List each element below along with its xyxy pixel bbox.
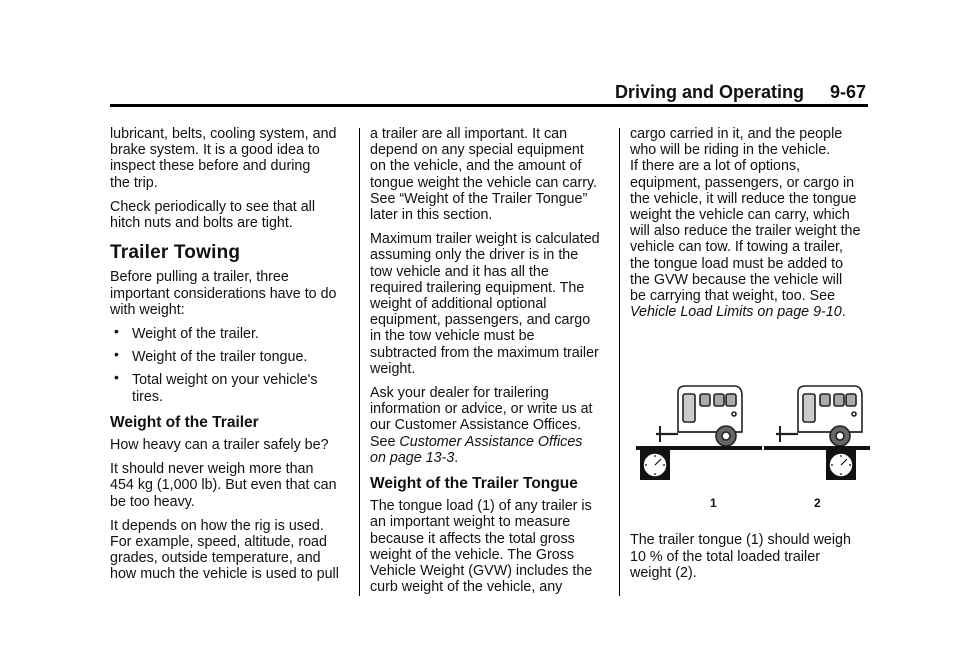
column-2 [370,126,610,603]
section-title: Driving and Operating [614,82,804,102]
bullet-list [110,326,350,405]
header-rule [110,104,868,107]
column-divider [619,128,620,596]
paragraph: a trailer are all important. It can depend on any special equipment on the vehicle, and the amount of tongue weight the vehicle can carry. See “Weight of the Trailer Tongue” later in this section. [370,126,598,224]
paragraph: Maximum trailer weight is calculated assuming only the driver is in the tow vehicle and it has all the required trailering equipment. The weight of additional optional equipment, passengers, and cargo in the tow vehicle must be subtracted from the maximum trailer weight. [370,231,600,377]
paragraph: The trailer tongue (1) should weigh 10 % of the total loaded trailer weight (2). [630,532,851,581]
subsection-heading: Weight of the Trailer [110,413,259,431]
column-1 [110,126,350,591]
paragraph: cargo carried in it, and the people who will be riding in the vehicle. If there are a lot of options, equipment, passengers, or cargo in the vehicle, it will reduce the tongue weight the vehicle can carry, which will also reduce the trailer weight the vehicle can tow. If towing a trailer, the tongue load must be added to the GVW because the vehicle will be carrying that weight, too. See Vehicle Load Limits on page 9-10. [630,126,861,321]
cross-reference-link[interactable]: Vehicle Load Limits on page 9-10 [630,304,842,321]
trailer-figure-2 [764,386,870,480]
subsection-heading: Weight of the Trailer Tongue [370,475,578,493]
paragraph: lubricant, belts, cooling system, and brake system. It is a good idea to inspect these before and during the trip. [110,126,337,191]
paragraph: Before pulling a trailer, three important considerations have to do with weight: [110,269,337,318]
list-item: • Total weight on your vehicle's tires. [110,372,350,404]
section-heading: Trailer Towing [110,242,241,264]
paragraph: It depends on how the rig is used. For example, speed, altitude, road grades, outside temperature, and how much the vehicle is used to pull [110,517,339,583]
cross-reference-link[interactable]: on page 13-3 [370,449,455,466]
paragraph: The tongue load (1) of any trailer is an important weight to measure because it affects the total gross weight of the vehicle. The Gross Vehicle Weight (GVW) includes the curb weight of the vehicle, any [370,498,593,596]
page-header [615,82,866,103]
paragraph: Check periodically to see that all hitch nuts and bolts are tight. [110,198,316,232]
list-item: • Weight of the trailer. [110,326,350,342]
paragraph: It should never weigh more than 454 kg (1,000 lb). But even that can be too heavy. [110,461,337,510]
trailer-scale-diagram [630,382,870,512]
paragraph: Ask your dealer for trailering information or advice, or write us at our Customer Assistance Offices. See Customer Assistance Offices on page 13-3. [370,385,593,466]
paragraph: How heavy can a trailer safely be? [110,437,329,454]
trailer-figure-1 [636,386,762,480]
page-number: 9-67 [829,82,866,102]
figure-label-1: 1 [710,496,717,511]
figure-label-2: 2 [814,496,821,511]
column-3 [630,126,870,589]
column-divider [359,128,360,596]
cross-reference-link[interactable]: Customer Assistance Offices [399,433,583,450]
list-item: • Weight of the trailer tongue. [110,349,350,365]
trailer-weight-illustration [630,382,870,512]
